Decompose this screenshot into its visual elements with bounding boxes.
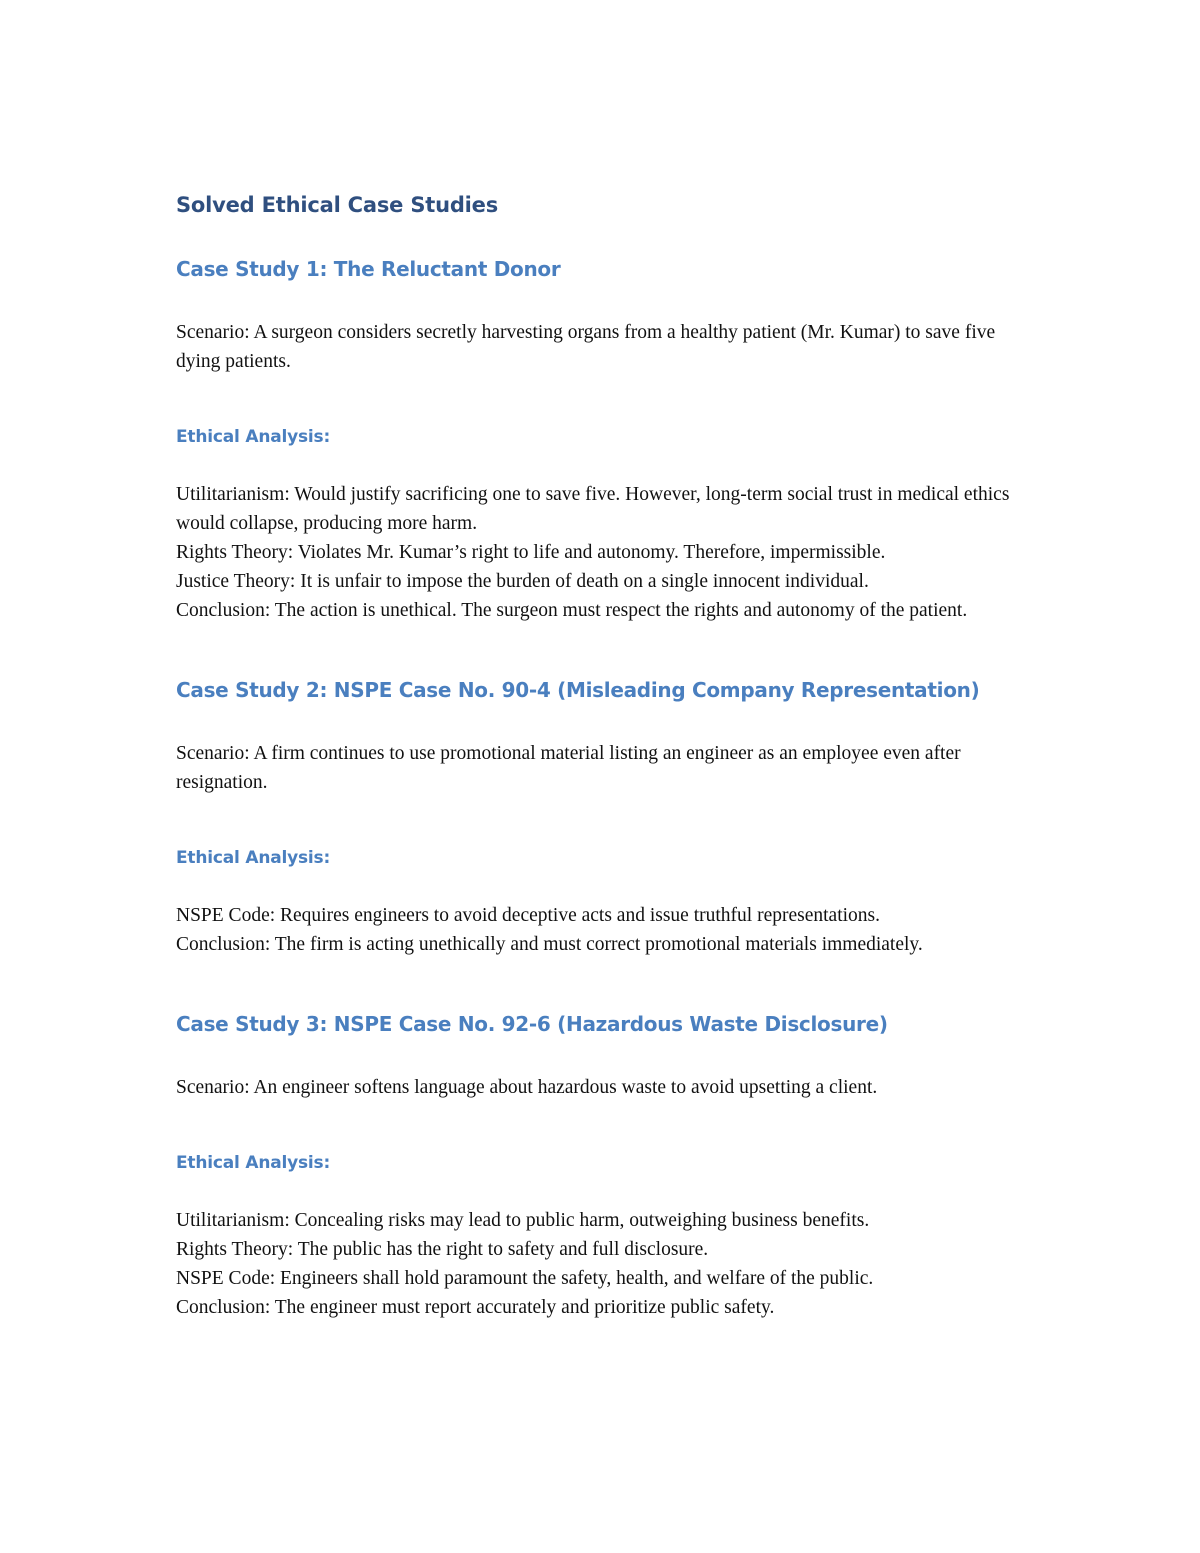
analysis-line: Rights Theory: Violates Mr. Kumar’s right to life and autonomy. Therefore, impermissible. [176, 542, 886, 563]
ethical-analysis [176, 1206, 1016, 1322]
case-scenario: Scenario: A surgeon considers secretly harvesting organs from a healthy patient (Mr. Kumar) to save five dying patients. [176, 322, 996, 372]
case-scenario: Scenario: A firm continues to use promotional material listing an engineer as an employee even after resignation. [176, 743, 961, 793]
document-title: Solved Ethical Case Studies [176, 193, 499, 217]
case-study-heading: Case Study 2: NSPE Case No. 90-4 (Misleading Company Representation) [176, 678, 980, 702]
case-study-heading: Case Study 1: The Reluctant Donor [176, 257, 561, 281]
case-study-2 [176, 675, 1016, 959]
ethical-analysis [176, 480, 1016, 625]
analysis-line: NSPE Code: Engineers shall hold paramount the safety, health, and welfare of the public. [176, 1268, 874, 1289]
document-content [176, 190, 1016, 1372]
ethical-analysis-heading: Ethical Analysis: [176, 1153, 331, 1173]
analysis-line: Justice Theory: It is unfair to impose the burden of death on a single innocent individual. [176, 571, 869, 592]
analysis-line: Conclusion: The firm is acting unethically and must correct promotional materials immediately. [176, 934, 923, 955]
analysis-line: Rights Theory: The public has the right to safety and full disclosure. [176, 1239, 709, 1260]
analysis-line: Conclusion: The action is unethical. The surgeon must respect the rights and autonomy of the patient. [176, 600, 968, 621]
case-study-heading: Case Study 3: NSPE Case No. 92-6 (Hazardous Waste Disclosure) [176, 1012, 888, 1036]
analysis-line: Utilitarianism: Would justify sacrificing one to save five. However, long-term social trust in medical ethics would collapse, producing more harm. [176, 484, 1010, 534]
ethical-analysis-heading: Ethical Analysis: [176, 427, 331, 447]
ethical-analysis [176, 901, 1016, 959]
analysis-line: NSPE Code: Requires engineers to avoid deceptive acts and issue truthful representations. [176, 905, 880, 926]
analysis-line: Conclusion: The engineer must report accurately and prioritize public safety. [176, 1297, 775, 1318]
case-scenario: Scenario: An engineer softens language about hazardous waste to avoid upsetting a client. [176, 1077, 878, 1098]
analysis-line: Utilitarianism: Concealing risks may lead to public harm, outweighing business benefits. [176, 1210, 870, 1231]
case-study-1 [176, 254, 1016, 625]
ethical-analysis-heading: Ethical Analysis: [176, 848, 331, 868]
case-study-3 [176, 1009, 1016, 1322]
